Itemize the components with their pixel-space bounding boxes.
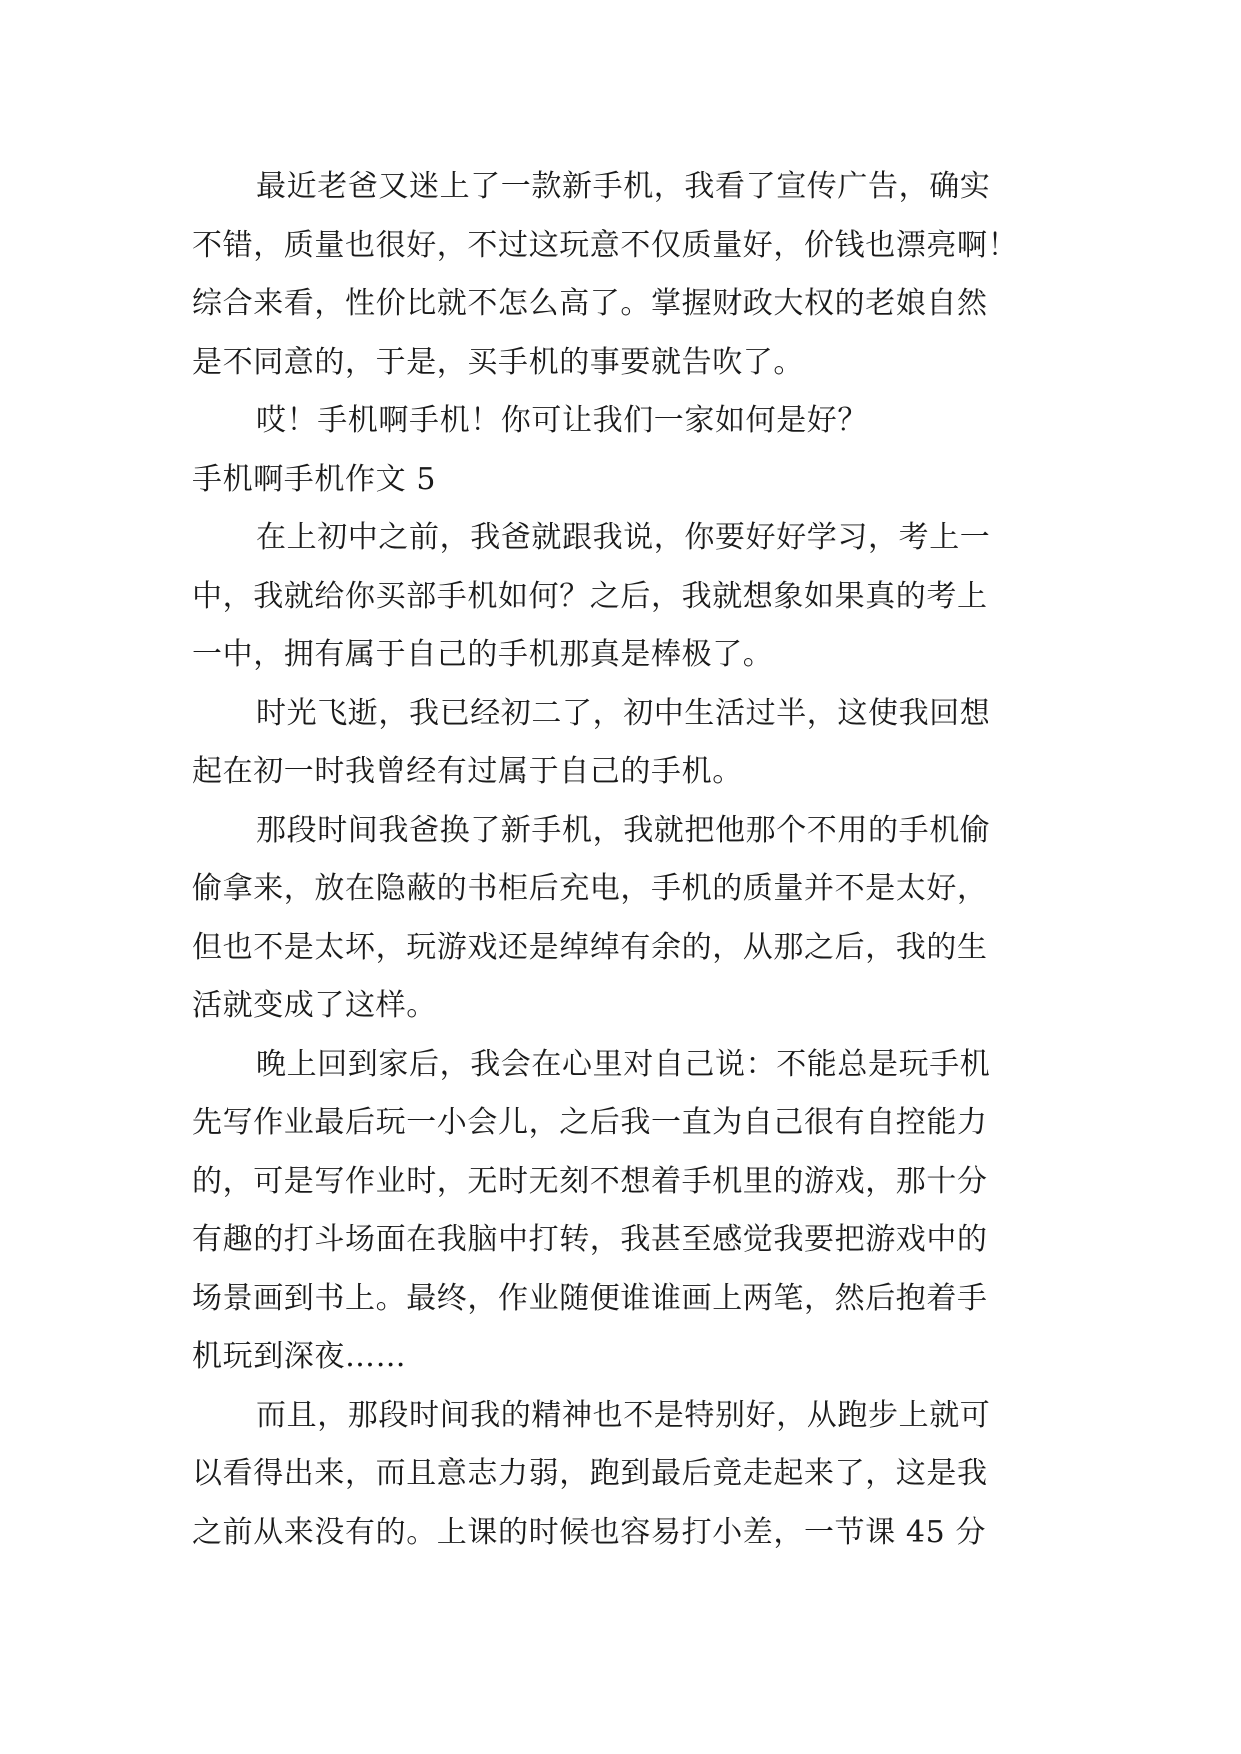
- text-line: 以看得出来，而且意志力弱，跑到最后竟走起来了，这是我: [192, 1456, 988, 1491]
- document-body: [192, 158, 1052, 1562]
- text-line: 场景画到书上。最终，作业随便谁谁画上两笔，然后抱着手: [192, 1280, 988, 1316]
- text-line: 之前从来没有的。上课的时候也容易打小差，一节课 45 分: [192, 1514, 987, 1550]
- text-line: 偷拿来，放在隐蔽的书柜后充电，手机的质量并不是太好，: [192, 871, 988, 906]
- text-line: 是不同意的，于是，买手机的事要就告吹了。: [192, 344, 804, 380]
- text-line: 但也不是太坏，玩游戏还是绰绰有余的，从那之后，我的生: [192, 929, 988, 965]
- text-line: 最近老爸又迷上了一款新手机，我看了宣传广告，确实: [256, 169, 991, 204]
- text-line: 不错，质量也很好，不过这玩意不仅质量好，价钱也漂亮啊！: [192, 227, 1019, 263]
- text-line: 机玩到深夜……: [192, 1339, 407, 1374]
- text-line: 的，可是写作业时，无时无刻不想着手机里的游戏，那十分: [192, 1163, 988, 1199]
- text-line: 综合来看，性价比就不怎么高了。掌握财政大权的老娘自然: [192, 286, 988, 321]
- text-line: 起在初一时我曾经有过属于自己的手机。: [192, 754, 743, 789]
- section-heading: 手机啊手机作文 5: [192, 461, 437, 497]
- text-line: 而且，那段时间我的精神也不是特别好，从跑步上就可: [256, 1397, 991, 1433]
- text-line: 中，我就给你买部手机如何？之后，我就想象如果真的考上: [192, 578, 988, 614]
- text-line: 活就变成了这样。: [192, 988, 437, 1023]
- text-line: 在上初中之前，我爸就跟我说，你要好好学习，考上一: [256, 520, 991, 555]
- text-line: 时光飞逝，我已经初二了，初中生活过半，这使我回想: [256, 695, 991, 731]
- text-line: 那段时间我爸换了新手机，我就把他那个不用的手机偷: [256, 812, 991, 848]
- text-line: 哎！手机啊手机！你可让我们一家如何是好？: [256, 403, 868, 438]
- text-line: 一中，拥有属于自己的手机那真是棒极了。: [192, 637, 774, 672]
- text-line: 先写作业最后玩一小会儿，之后我一直为自己很有自控能力: [192, 1105, 988, 1140]
- text-line: 晚上回到家后，我会在心里对自己说：不能总是玩手机: [256, 1046, 991, 1082]
- text-line: 有趣的打斗场面在我脑中打转，我甚至感觉我要把游戏中的: [192, 1222, 988, 1257]
